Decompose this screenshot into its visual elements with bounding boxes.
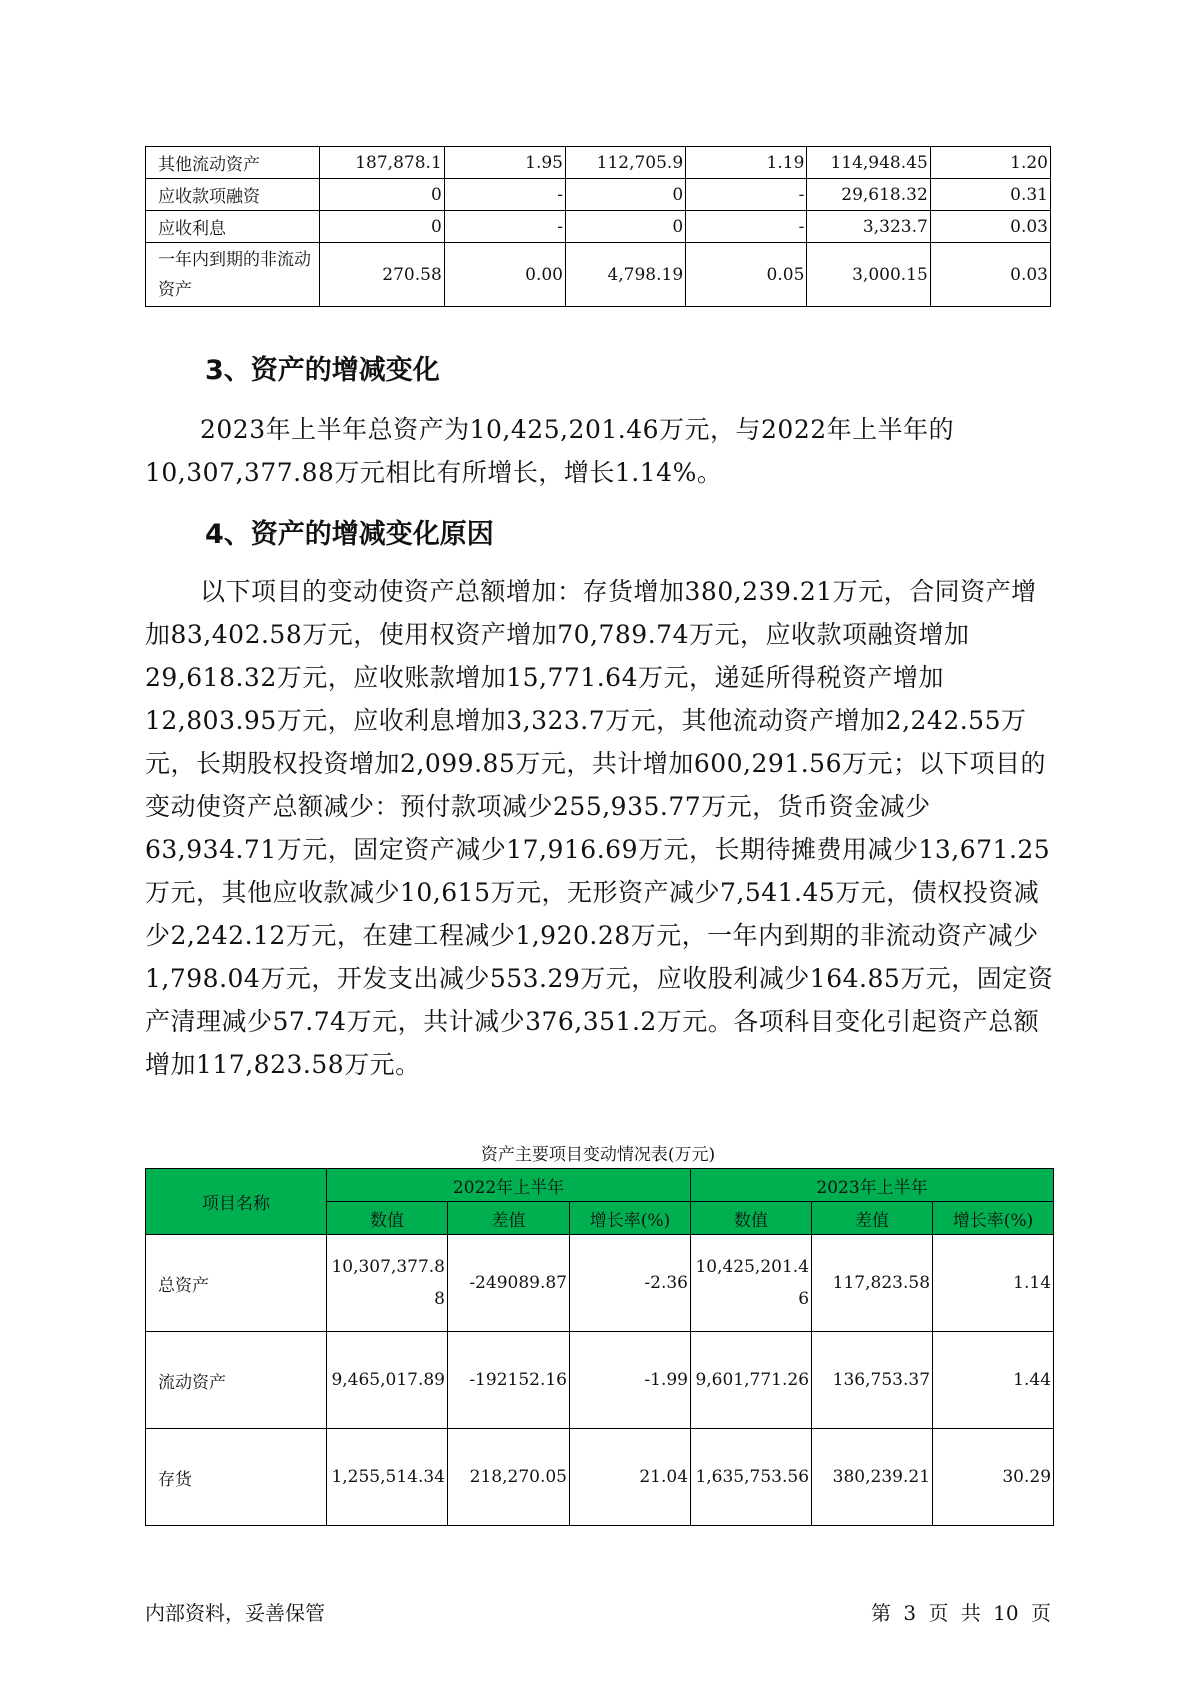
table-caption: 资产主要项目变动情况表(万元) xyxy=(480,1145,716,1165)
row-label: 流动资产 xyxy=(146,1332,327,1429)
table-cell: 9,601,771.26 xyxy=(691,1332,812,1429)
table-row xyxy=(146,1429,1054,1526)
table-cell: 117,823.58 xyxy=(812,1235,933,1332)
column-header: 差值 xyxy=(812,1202,933,1235)
table-cell: 1.20 xyxy=(930,147,1050,179)
table-cell: 10,425,201.46 xyxy=(691,1235,812,1332)
table-row xyxy=(146,1235,1054,1332)
table-row xyxy=(146,147,1051,179)
row-label: 其他流动资产 xyxy=(146,147,320,179)
table-cell: -192152.16 xyxy=(448,1332,570,1429)
table-row xyxy=(146,211,1051,243)
table-cell: 187,878.1 xyxy=(320,147,444,179)
table-cell: 4,798.19 xyxy=(566,243,686,307)
table-cell: 1.95 xyxy=(444,147,565,179)
table-cell: 21.04 xyxy=(570,1429,691,1526)
table-cell: - xyxy=(686,211,807,243)
column-header: 2022年上半年 xyxy=(327,1169,691,1202)
table-cell: - xyxy=(444,211,565,243)
column-header: 增长率(%) xyxy=(933,1202,1054,1235)
table-cell: 3,000.15 xyxy=(807,243,930,307)
column-header: 差值 xyxy=(448,1202,570,1235)
row-label: 应收利息 xyxy=(146,211,320,243)
column-header: 项目名称 xyxy=(146,1169,327,1235)
table-cell: 30.29 xyxy=(933,1429,1054,1526)
table-cell: 1,635,753.56 xyxy=(691,1429,812,1526)
table-cell: 9,465,017.89 xyxy=(327,1332,448,1429)
table-cell: 0.31 xyxy=(930,179,1050,211)
table-cell: - xyxy=(444,179,565,211)
body-paragraph: 以下项目的变动使资产总额增加：存货增加380,239.21万元，合同资产增加83,402.58万元，使用权资产增加70,789.74万元，应收款项融资增加29,618.32万元，应收账款增加15,771.64万元，递延所得税资产增加12,803.95万元，应收利息增加3,323.7万元，其他流动资产增加2,242.55万元，长期股权投资增加2,099.85万元，共计增加600,291.56万元；以下项目的变动使资产总额减少：预付款项减少255,935.77万元，货币资金减少63,934.71万元，固定资产减少17,916.69万元，长期待摊费用减少13,671.25万元，其他应收款减少10,615万元，无形资产减少7,541.45万元，债权投资减少2,242.12万元，在建工程减少1,920.28万元，一年内到期的非流动资产减少1,798.04万元，开发支出减少553.29万元，应收股利减少164.85万元，固定资产清理减少57.74万元，共计减少376,351.2万元。各项科目变化引起资产总额增加117,823.58万元。 xyxy=(145,577,1054,1079)
table-cell: 0.00 xyxy=(444,243,565,307)
table-cell: 1.19 xyxy=(686,147,807,179)
table-cell: 0.03 xyxy=(930,243,1050,307)
table-cell: 3,323.7 xyxy=(807,211,930,243)
table-row xyxy=(146,1332,1054,1429)
table-row xyxy=(146,179,1051,211)
row-label: 总资产 xyxy=(146,1235,327,1332)
row-label: 存货 xyxy=(146,1429,327,1526)
footer-confidential-note: 内部资料，妥善保管 xyxy=(145,1601,325,1625)
table-cell: 0 xyxy=(566,211,686,243)
column-header: 2023年上半年 xyxy=(691,1169,1054,1202)
column-header: 增长率(%) xyxy=(570,1202,691,1235)
table-cell: 0 xyxy=(566,179,686,211)
table-cell: 1.44 xyxy=(933,1332,1054,1429)
table-cell: 10,307,377.88 xyxy=(327,1235,448,1332)
table-cell: 112,705.9 xyxy=(566,147,686,179)
asset-structure-table xyxy=(145,146,1051,307)
row-label: 应收款项融资 xyxy=(146,179,320,211)
row-label: 一年内到期的非流动资产 xyxy=(146,243,320,307)
section-heading: 3、资产的增减变化 xyxy=(205,355,440,386)
table-cell: 114,948.45 xyxy=(807,147,930,179)
table-row xyxy=(146,243,1051,307)
table-cell: -249089.87 xyxy=(448,1235,570,1332)
table-cell: 1.14 xyxy=(933,1235,1054,1332)
page-number: 第 3 页 共 10 页 xyxy=(871,1601,1051,1625)
table-cell: - xyxy=(686,179,807,211)
table-cell: 136,753.37 xyxy=(812,1332,933,1429)
table-cell: 218,270.05 xyxy=(448,1429,570,1526)
table-cell: 380,239.21 xyxy=(812,1429,933,1526)
table-cell: 0 xyxy=(320,211,444,243)
table-cell: 0 xyxy=(320,179,444,211)
table-cell: 270.58 xyxy=(320,243,444,307)
asset-change-table xyxy=(145,1168,1054,1526)
column-header: 数值 xyxy=(327,1202,448,1235)
table-header-row xyxy=(146,1169,1054,1202)
table-cell: -1.99 xyxy=(570,1332,691,1429)
column-header: 数值 xyxy=(691,1202,812,1235)
table-cell: 29,618.32 xyxy=(807,179,930,211)
table-cell: 0.05 xyxy=(686,243,807,307)
table-cell: 1,255,514.34 xyxy=(327,1429,448,1526)
table-cell: -2.36 xyxy=(570,1235,691,1332)
section-heading: 4、资产的增减变化原因 xyxy=(205,519,494,550)
table-cell: 0.03 xyxy=(930,211,1050,243)
body-paragraph: 2023年上半年总资产为10,425,201.46万元，与2022年上半年的10,307,377.88万元相比有所增长，增长1.14%。 xyxy=(145,415,955,487)
